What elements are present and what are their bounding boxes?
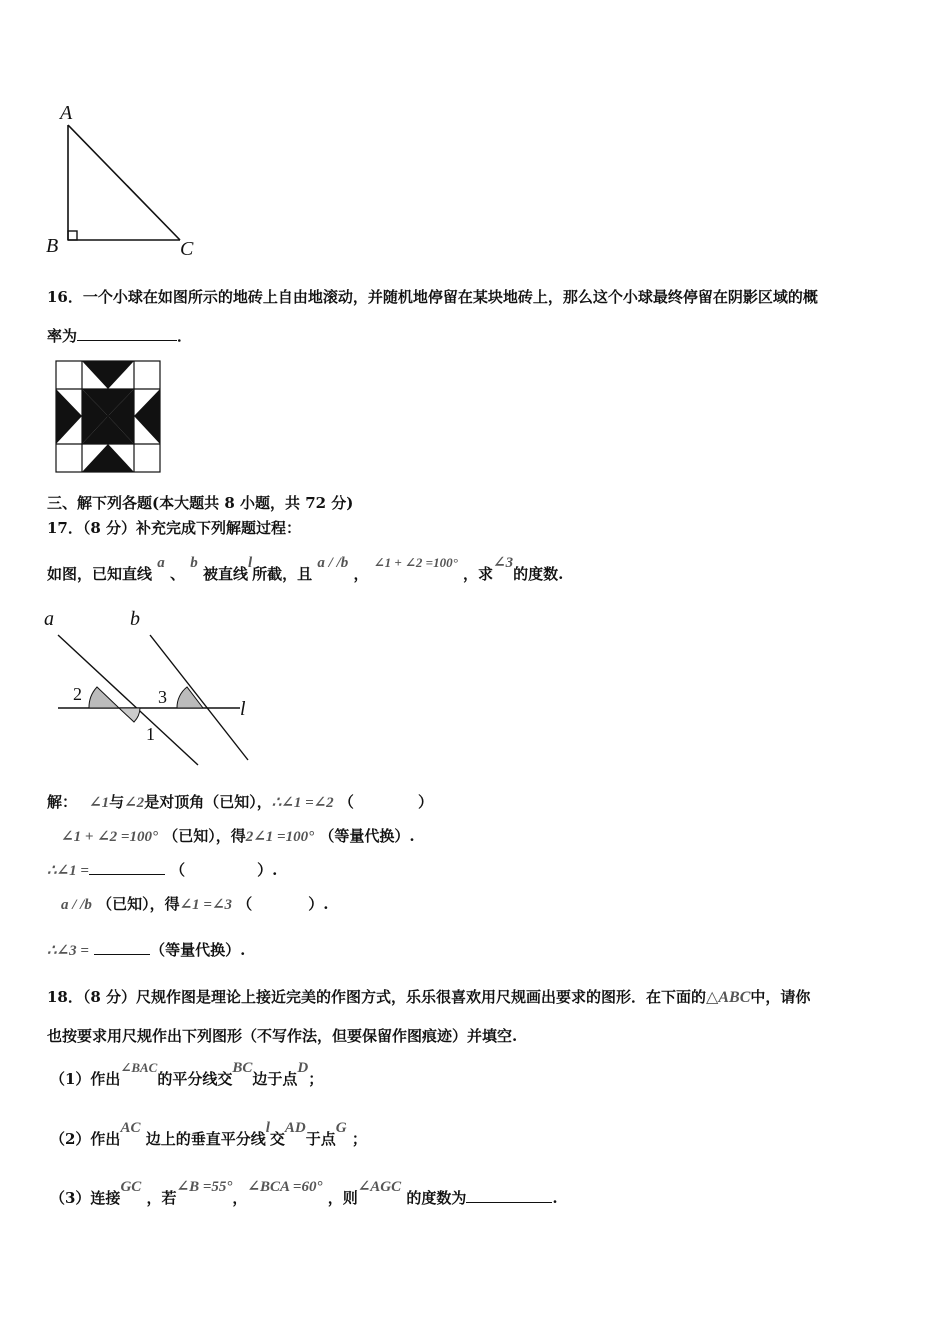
q17-stmt-angle3: ∠3 [493,555,514,571]
sol3-open: （ [170,861,186,879]
q18-p3-b: ，若 [146,1189,177,1207]
tile-shaded-region [56,361,160,472]
q18-p1-c: 边于点 [252,1070,298,1088]
sol1-pre: 解： [47,793,78,811]
sol1-therefore: ∴∠1 =∠2 [271,795,334,811]
q18-p2-d: 于点 [305,1130,336,1148]
q17-sol-line2 [47,825,415,846]
q17-sol-line1 [47,791,433,812]
q16-period: ． [177,327,193,345]
q16-line2 [47,325,192,346]
right-angle-mark [68,231,77,240]
q17-stmt-parallel: a / /b [317,555,349,571]
q18-p3-c: ，则 [327,1189,358,1207]
q18-line1-a: 18．（8 分）尺规作图是理论上接近完美的作图方式，乐乐很喜欢用尺规画出要求的图形．在下面的 [47,988,707,1006]
sol5-therefore: ∴∠3 = [47,943,89,959]
q18-p2-ac: AC [120,1120,141,1136]
section3-title: 三、解下列各题(本大题共 8 小题，共 72 分) [47,494,354,512]
tile-figure [56,361,162,474]
q18-p3-d: 的度数为 [406,1189,467,1207]
q18-p2-g: G [335,1120,347,1136]
sol4-close: ）. [308,895,329,913]
q18-p3-bca: ∠BCA =60° [247,1179,323,1195]
q18-p3-gc: GC [120,1179,142,1195]
q17-stmt-p3: 所截，且 [252,565,313,583]
q17-stmt-p5: 的度数. [513,565,564,583]
q17-stmt-comma1: ， [353,565,369,583]
sol2-double: 2∠1 =100° [245,829,315,845]
q16-answer-blank [77,326,177,341]
q18-p2-ad: AD [284,1120,306,1136]
q18-p1-bc: BC [232,1060,253,1076]
parallel-lines-figure [40,605,260,770]
fig-num-3: 3 [158,687,167,707]
fig-label-l: l [240,698,246,720]
label-a: A [60,102,73,124]
sol2-known: （已知），得 [163,827,246,845]
sol4-open: （ [237,895,253,913]
q18-p3-agc: ∠AGC [357,1179,402,1195]
angle-2-arc [89,687,119,708]
side-ac [68,125,180,240]
q17-sol-line3 [47,859,277,880]
q18-p1-e: ； [308,1070,324,1088]
q17-statement [47,555,564,584]
q17-stmt-p2: 被直线 [202,565,248,583]
sol1-close: ） [417,793,433,811]
q16-line2-text: 率为 [47,327,78,345]
q18-p3-a: （3）连接 [50,1189,121,1207]
q18-p3-comma: ， [232,1189,248,1207]
q17-sol-line4 [47,893,329,914]
fig-label-a: a [44,608,54,630]
angle-1-arc [119,708,140,722]
q18-triangle: △ABC [706,989,751,1006]
q17-stmt-b: b [190,555,198,571]
fig-num-1: 1 [146,724,155,744]
q17-stmt-l: l [247,555,253,571]
sol1-vertical: 是对顶角（已知）， [144,793,272,811]
sol5-subst: （等量代换）. [150,941,246,959]
q18-p2-e: ； [351,1130,367,1148]
sol1-angle2: ∠2 [124,795,145,811]
q18-answer-blank [466,1188,552,1203]
right-triangle-figure [40,100,210,265]
sol3-blank [89,860,165,875]
q18-p1-d: D [297,1060,309,1076]
q17-sol-line5 [47,939,245,960]
sol3-close: ）. [257,861,278,879]
q17-stmt-a: a [157,555,165,571]
q18-p3-e: . [552,1189,558,1207]
q18-part2 [50,1120,367,1149]
sol3-therefore: ∴∠1 = [47,863,89,879]
q18-part1 [50,1060,324,1089]
sol2-sum: ∠1 + ∠2 =100° [61,829,158,845]
q18-p1-bac: ∠BAC [120,1060,158,1075]
q18-line2: 也按要求用尺规作出下列图形（不写作法，但要保留作图痕迹）并填空. [47,1027,518,1045]
q18-p1-a: （1）作出 [50,1070,121,1088]
sol1-and: 与 [109,793,125,811]
q17-stmt-sum: ∠1 + ∠2 =100° [373,555,458,570]
sol1-angle1: ∠1 [89,795,110,811]
q18-p2-b: 边上的垂直平分线 [145,1130,266,1148]
sol4-equal: ∠1 =∠3 [179,897,233,913]
sol1-open: （ [338,793,354,811]
q18-p2-l: l [265,1120,270,1136]
label-b: B [46,235,59,257]
label-c: C [180,238,194,260]
q18-p3-b55: ∠B =55° [176,1179,233,1195]
sol2-subst: （等量代换）. [319,827,415,845]
sol4-known: （已知），得 [97,895,180,913]
q18-line1-b: 中，请你 [750,988,811,1006]
q18-part3 [50,1179,558,1208]
fig-num-2: 2 [73,684,82,704]
sol4-parallel: a / /b [61,897,92,913]
sol5-blank [94,940,150,955]
q17-stmt-p1: 如图，已知直线 [47,565,153,583]
q17-stmt-p4: ，求 [463,565,494,583]
q17-stmt-sep: 、 [169,565,185,583]
fig-label-b: b [130,608,140,630]
q18-p2-a: （2）作出 [50,1130,121,1148]
q17-title: 17．（8 分）补充完成下列解题过程： [47,519,302,537]
q16-line1: 16．一个小球在如图所示的地砖上自由地滚动，并随机地停留在某块地砖上，那么这个小球最终停留在阴影区域的概 [47,288,818,306]
q18-p2-c: 交 [269,1130,285,1148]
q18-p1-b: 的平分线交 [157,1070,233,1088]
q18-line1 [47,986,810,1007]
